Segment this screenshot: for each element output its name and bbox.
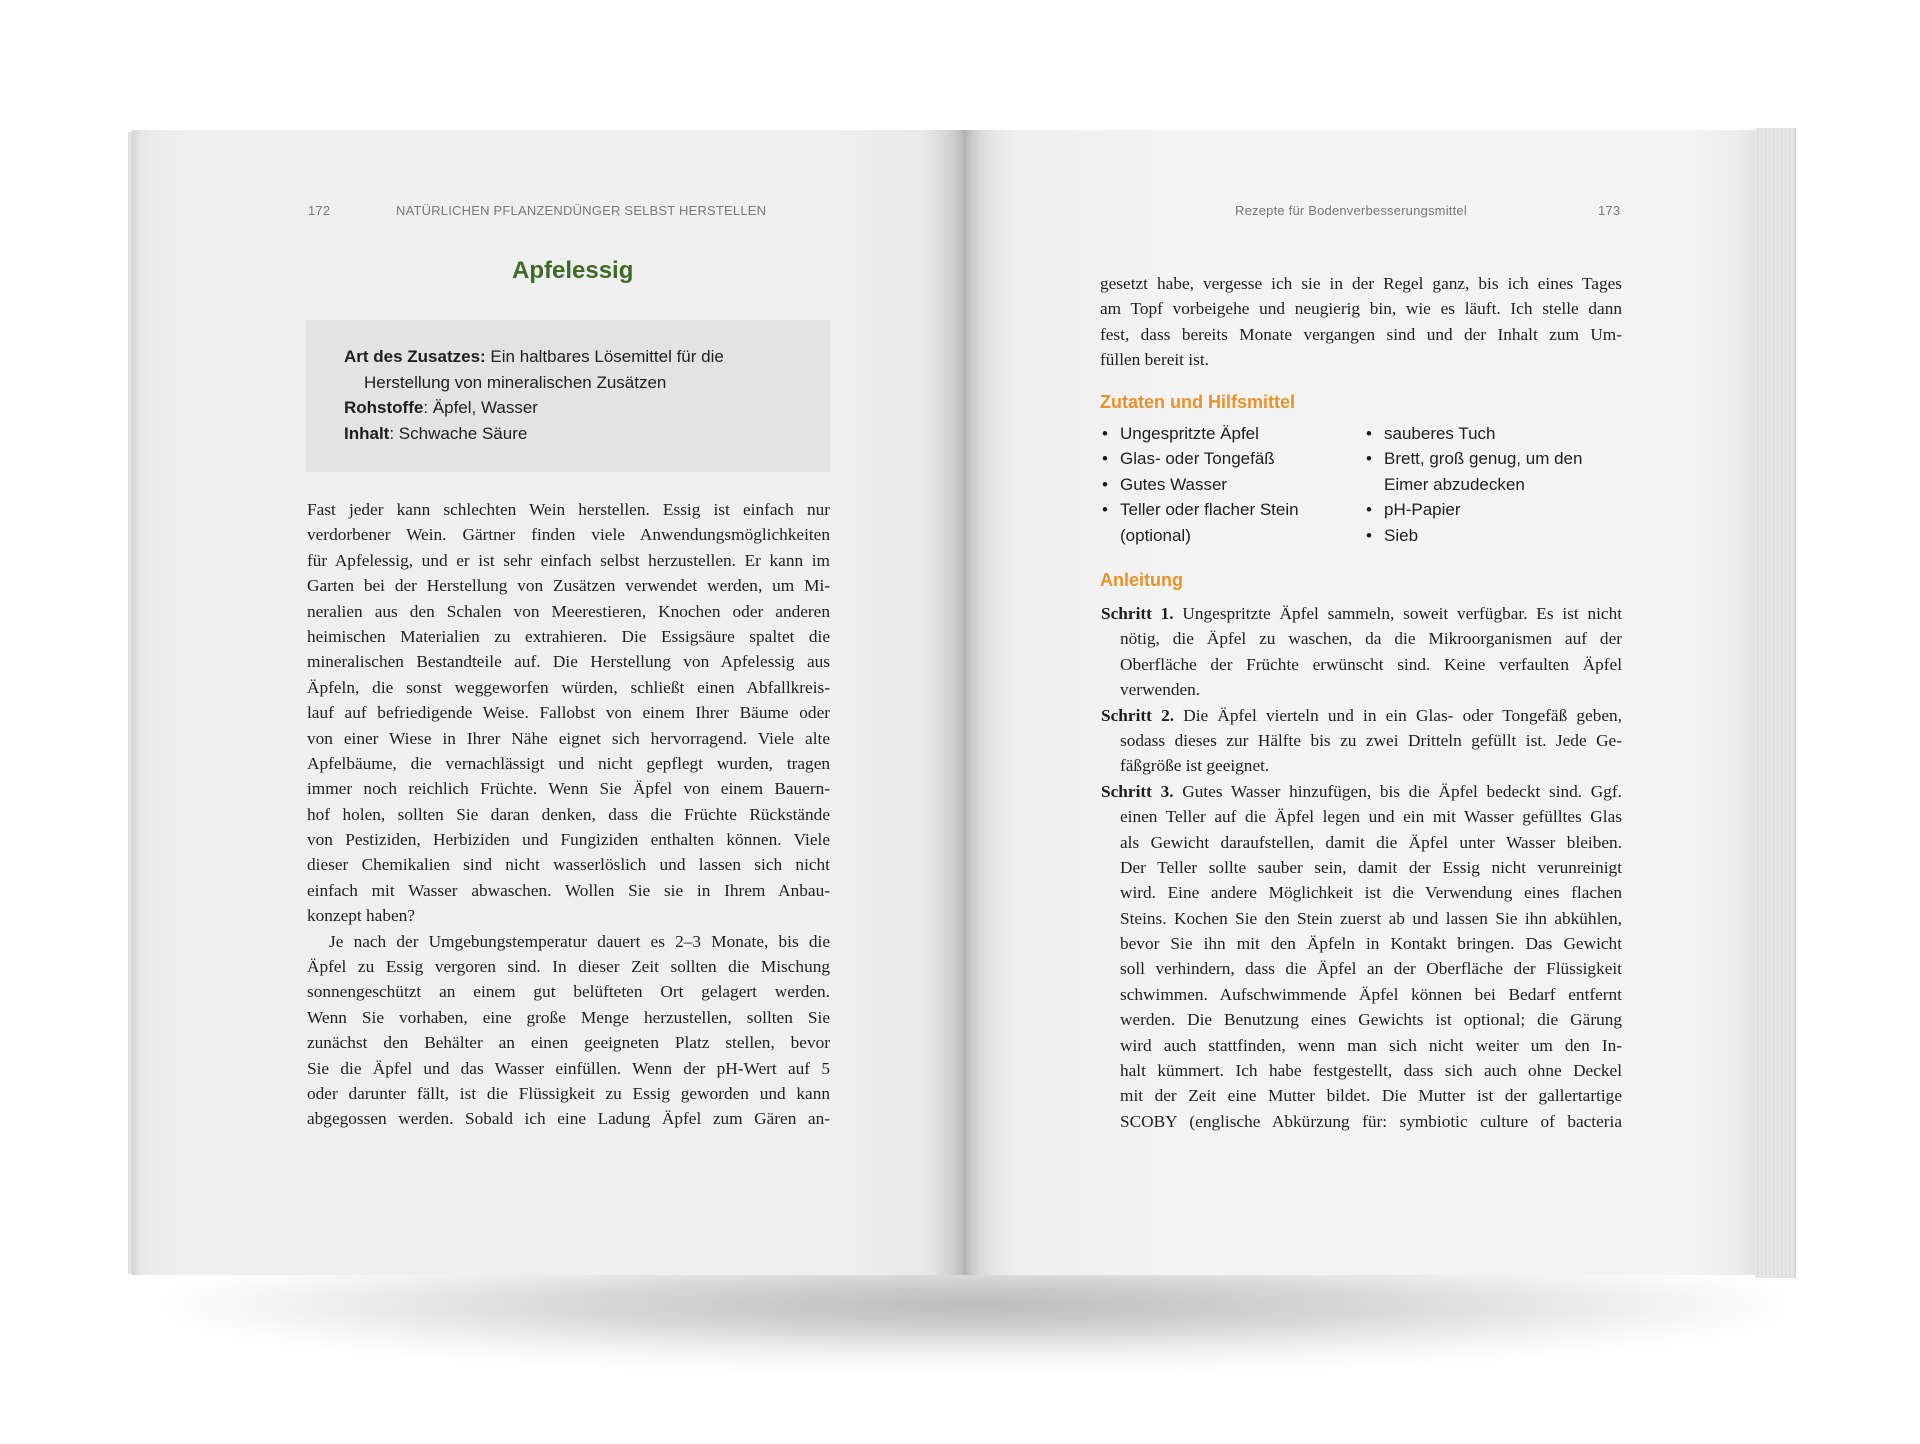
step-line <box>1101 703 1622 728</box>
left-running-head: NATÜRLICHEN PFLANZENDÜNGER SELBST HERSTELLEN <box>396 203 767 218</box>
info-text-content: : Schwache Säure <box>389 423 528 443</box>
left-body-text <box>307 497 830 1132</box>
right-page-edges <box>1755 128 1796 1278</box>
step-line <box>1101 779 1622 804</box>
body-line: abgegossen werden. Sobald ich eine Ladung Äpfel zum Gären an- <box>307 1109 830 1129</box>
body-line: mineralischen Bestandteile auf. Die Herstellung von Apfelessig aus <box>307 652 830 672</box>
step-line: soll verhindern, dass die Äpfel an der Oberfläche der Flüssigkeit <box>1120 959 1622 979</box>
info-label-type: Art des Zusatzes: <box>344 347 486 366</box>
step-line: als Gewicht daraufstellen, damit die Äpfel unter Wasser bleiben. <box>1120 832 1622 852</box>
step-label: Schritt 2. <box>1101 705 1175 725</box>
step-line: sodass dieses zur Hälfte bis zu zwei Dritteln gefüllt ist. Jede Ge- <box>1120 730 1622 750</box>
list-item: • Ungespritzte Äpfel <box>1100 421 1299 446</box>
step-line <box>1101 601 1622 626</box>
info-box <box>306 320 830 472</box>
body-line: von Pestiziden, Herbiziden und Fungiziden enthalten können. Viele <box>307 830 830 850</box>
step-text: Ungespritzte Äpfel sammeln, soweit verfügbar. Es ist nicht <box>1173 604 1623 623</box>
step-line: wird auch stattfinden, wenn man sich nicht weiter um den In- <box>1120 1035 1622 1055</box>
step-line: wird. Eine andere Möglichkeit ist die Verwendung eines flachen <box>1120 883 1622 903</box>
step-1 <box>1101 601 1622 703</box>
info-line-content <box>344 421 830 447</box>
list-item: • Gutes Wasser <box>1100 472 1299 497</box>
body-line: füllen bereit ist. <box>1100 350 1209 370</box>
body-line: einfach mit Wasser abwaschen. Wollen Sie sie in Ihrem Anbau- <box>307 880 830 900</box>
body-line: oder darunter fällt, ist die Flüssigkeit zu Essig geworden und kann <box>307 1083 830 1103</box>
body-line: hof holen, sollten Sie daran denken, dass die Früchte Rückstände <box>307 804 830 824</box>
list-item-cont: Eimer abzudecken <box>1384 474 1525 494</box>
step-line: verwenden. <box>1120 680 1201 700</box>
list-item: • Teller oder flacher Stein <box>1100 497 1299 522</box>
body-line: dieser Chemikalien sind nicht wasserlöslich und lassen sich nicht <box>307 855 830 875</box>
instructions <box>1101 601 1622 1134</box>
page-title: Apfelessig <box>512 257 634 284</box>
body-line: verdorbener Wein. Gärtner finden viele Anwendungsmöglichkeiten <box>307 525 830 545</box>
list-item: • Sieb <box>1364 523 1582 548</box>
body-line: Wenn Sie vorhaben, eine große Menge herzustellen, sollten Sie <box>307 1007 830 1027</box>
info-line-materials <box>344 395 830 421</box>
right-intro-text <box>1100 271 1622 373</box>
right-page-number: 173 <box>1598 203 1621 218</box>
body-line: Je nach der Umgebungstemperatur dauert es 2–3 Monate, bis die <box>329 931 830 951</box>
ingredients-list-1 <box>1100 421 1299 548</box>
step-line: einen Teller auf die Äpfel legen und ein mit Wasser gefülltes Glas <box>1120 807 1622 827</box>
info-label-content: Inhalt <box>344 423 390 443</box>
body-line: Äpfeln, die sonst weggeworfen würden, schließt einen Abfallkreis- <box>307 677 830 697</box>
step-line: schwimmen. Aufschwimmende Äpfel können bei Bedarf entfernt <box>1120 984 1622 1004</box>
body-line: am Topf vorbeigehe und neugierig bin, wie es läuft. Ich stelle dann <box>1100 299 1622 319</box>
body-line: neralien aus den Schalen von Meerestieren, Knochen oder anderen <box>307 601 830 621</box>
list-item: • Glas- oder Tongefäß <box>1100 446 1299 471</box>
list-item: • pH-Papier <box>1364 497 1582 522</box>
ingredients-list-2 <box>1364 421 1582 548</box>
body-line: Apfelbäume, die vernachlässigt und nicht gepflegt wurden, tragen <box>307 753 830 773</box>
body-line: fest, dass bereits Monate vergangen sind und der Inhalt zum Um- <box>1100 324 1622 344</box>
body-line: von einer Wiese in Ihrer Nähe eignet sich hervorragend. Viele alte <box>307 728 830 748</box>
body-line: gesetzt habe, vergesse ich sie in der Regel ganz, bis ich eines Tages <box>1100 274 1622 293</box>
body-line: heimischen Materialien zu extrahieren. Die Essigsäure spaltet die <box>307 626 830 646</box>
body-line: sonnengeschützt an einem gut belüfteten Ort gelagert werden. <box>307 982 830 1002</box>
left-page-number: 172 <box>308 203 331 218</box>
step-text: Die Äpfel vierteln und in ein Glas- oder Tongefäß geben, <box>1174 705 1622 725</box>
step-line: mit der Zeit eine Mutter bildet. Die Mutter ist der gallertartige <box>1120 1086 1622 1106</box>
body-line: für Apfelessig, und er ist sehr einfach selbst herzustellen. Er kann im <box>307 550 830 570</box>
step-line: werden. Die Benutzung eines Gewichts ist optional; die Gärung <box>1120 1010 1622 1030</box>
info-line-type <box>344 344 830 370</box>
step-line: nötig, die Äpfel zu waschen, da die Mikroorganismen auf der <box>1120 629 1622 649</box>
instructions-heading: Anleitung <box>1100 570 1183 590</box>
body-line: konzept haben? <box>307 906 415 926</box>
list-item: • Brett, groß genug, um den <box>1364 446 1582 471</box>
step-line: Oberfläche der Früchte erwünscht sind. Keine verfaulten Äpfel <box>1120 654 1622 674</box>
step-line: bevor Sie ihn mit den Äpfeln in Kontakt bringen. Das Gewicht <box>1120 934 1622 954</box>
step-text: Gutes Wasser hinzufügen, bis die Äpfel bedeckt sind. Ggf. <box>1173 781 1622 801</box>
right-running-head: Rezepte für Bodenverbesserungsmittel <box>1235 203 1467 218</box>
step-label: Schritt 1. <box>1101 604 1174 623</box>
list-item-cont: (optional) <box>1120 525 1191 545</box>
list-item: • sauberes Tuch <box>1364 421 1582 446</box>
step-2 <box>1101 703 1622 779</box>
step-line: Steins. Kochen Sie den Stein zuerst ab und lassen Sie ihn abkühlen, <box>1120 908 1622 928</box>
info-text-type: Ein haltbares Lösemittel für die <box>485 347 724 366</box>
body-line: Äpfel zu Essig vergoren sind. In dieser Zeit sollten die Mischung <box>307 957 830 977</box>
info-line-type-cont: Herstellung von mineralischen Zusätzen <box>364 372 667 392</box>
step-label: Schritt 3. <box>1101 781 1174 801</box>
info-text-materials: : Äpfel, Wasser <box>423 398 538 417</box>
ingredients-heading: Zutaten und Hilfsmittel <box>1100 392 1295 412</box>
info-label-materials: Rohstoffe <box>344 398 424 417</box>
step-3 <box>1101 779 1622 1134</box>
body-line: Fast jeder kann schlechten Wein herstellen. Essig ist einfach nur <box>307 500 830 519</box>
step-line: SCOBY (englische Abkürzung für: symbiotic culture of bacteria <box>1120 1111 1622 1131</box>
body-line: lauf auf befriedigende Weise. Fallobst von einem Ihrer Bäume oder <box>307 703 830 723</box>
step-line: fäßgröße ist geeignet. <box>1120 756 1270 776</box>
body-line: Sie die Äpfel und das Wasser einfüllen. Wenn der pH-Wert auf 5 <box>307 1058 830 1078</box>
body-line: Garten bei der Herstellung von Zusätzen verwendet werden, um Mi- <box>307 576 830 596</box>
step-line: Der Teller sollte sauber sein, damit der Essig nicht verunreinigt <box>1120 857 1622 877</box>
step-line: halt kümmert. Ich habe festgestellt, dass sich auch ohne Deckel <box>1120 1061 1622 1081</box>
body-line: immer noch reichlich Früchte. Wenn Sie Äpfel von einem Bauern- <box>307 779 830 799</box>
body-line: zunächst den Behälter an einen geeigneten Platz stellen, bevor <box>307 1033 830 1053</box>
